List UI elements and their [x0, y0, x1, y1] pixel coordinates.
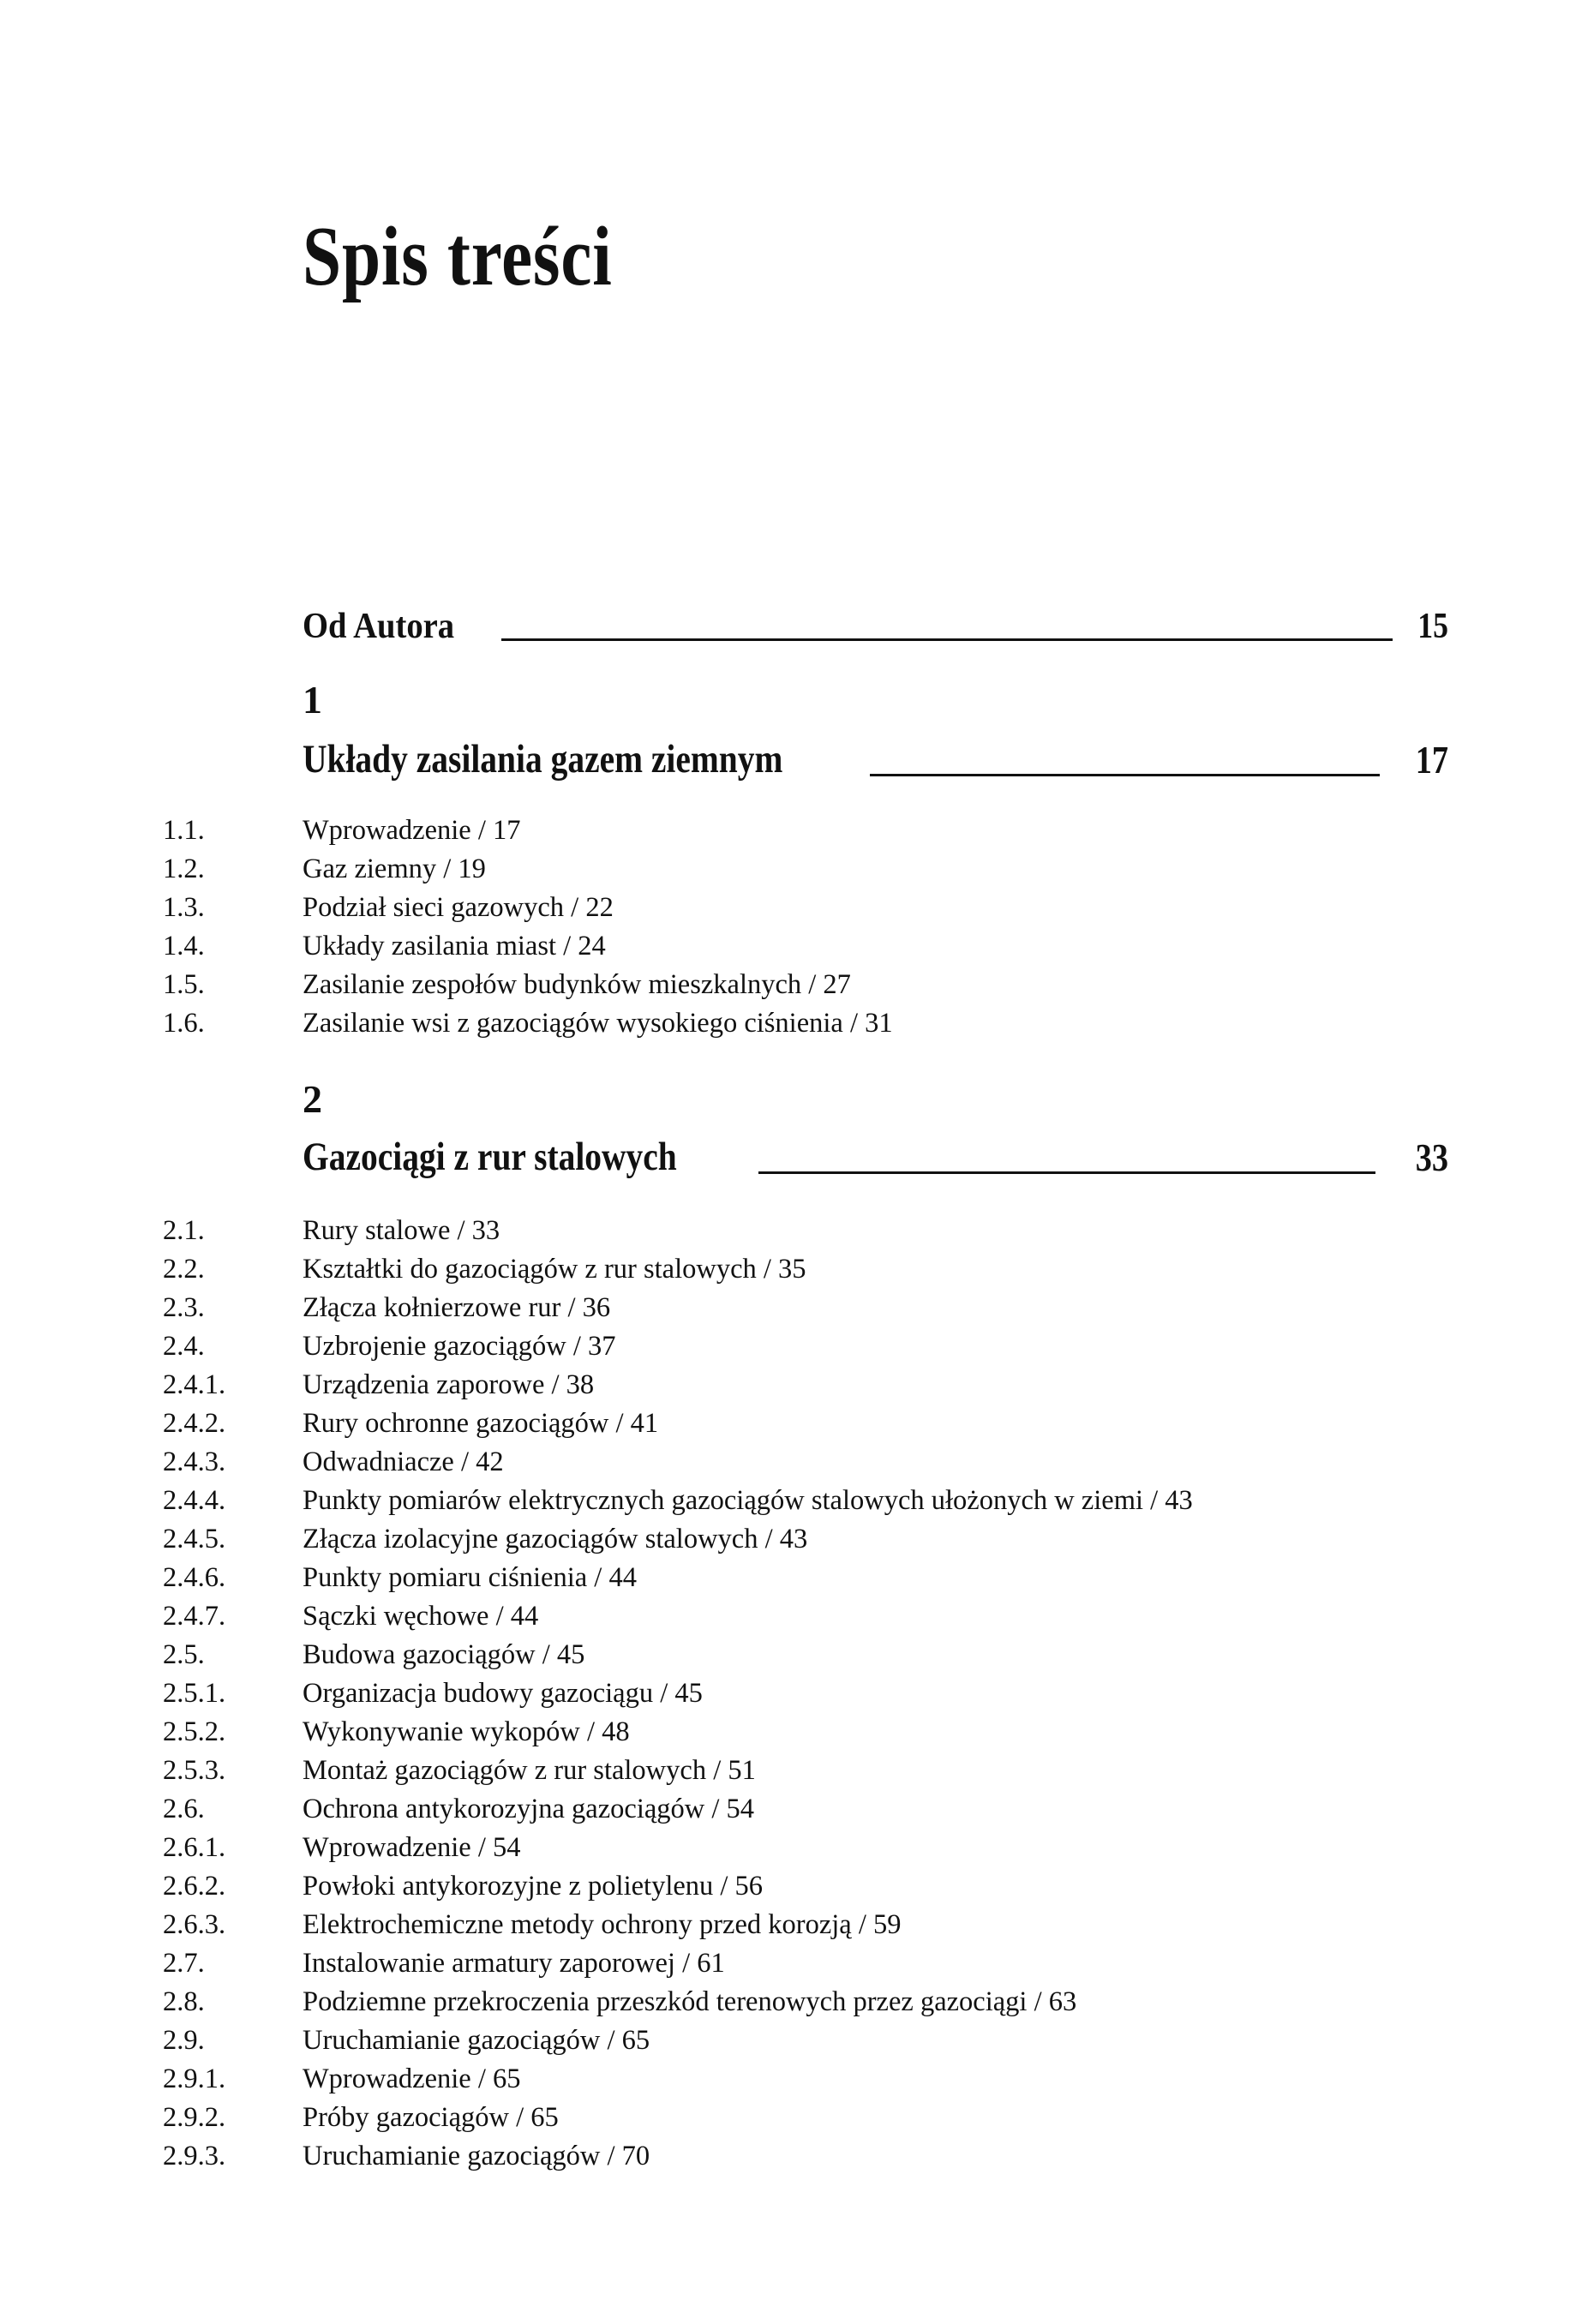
toc-entry-number: 2.4. — [163, 1331, 205, 1362]
toc-entry-number: 2.3. — [163, 1292, 205, 1323]
leader-line — [758, 1171, 1375, 1174]
toc-entry-number: 2.8. — [163, 1986, 205, 2017]
toc-entry[interactable] — [0, 1289, 1570, 1327]
toc-entry-number: 2.1. — [163, 1215, 205, 1246]
toc-entry-title: Rury stalowe / 33 — [303, 1215, 500, 1246]
toc-entry-number: 2.2. — [163, 1254, 205, 1285]
toc-entry-title: Punkty pomiarów elektrycznych gazociągów stalowych ułożonych w ziemi / 43 — [303, 1485, 1193, 1516]
toc-entry-number: 2.4.7. — [163, 1601, 226, 1632]
toc-heading-title: Gazociągi z rur stalowych — [303, 1135, 677, 1179]
toc-entry-number: 2.6.3. — [163, 1909, 226, 1940]
toc-entry[interactable] — [0, 1906, 1570, 1944]
toc-entry-title: Urządzenia zaporowe / 38 — [303, 1369, 595, 1400]
toc-entry[interactable] — [0, 1482, 1570, 1519]
toc-entry-title: Zasilanie zespołów budynków mieszkalnych / 27 — [303, 969, 851, 1000]
toc-entry-number: 2.4.3. — [163, 1447, 226, 1477]
toc-entry-title: Elektrochemiczne metody ochrony przed korozją / 59 — [303, 1909, 902, 1940]
toc-entry-number: 2.5. — [163, 1639, 205, 1670]
toc-entry-number: 1.4. — [163, 931, 205, 961]
toc-entry[interactable] — [0, 1790, 1570, 1828]
toc-entry-title: Podziemne przekroczenia przeszkód terenowych przez gazociągi / 63 — [303, 1986, 1077, 2017]
toc-entry-number: 2.6.2. — [163, 1871, 226, 1902]
toc-entry[interactable] — [0, 1597, 1570, 1635]
toc-entry[interactable] — [0, 1250, 1570, 1288]
toc-entry[interactable] — [0, 1366, 1570, 1404]
toc-entry-number: 2.9.3. — [163, 2141, 226, 2171]
page-title: Spis treści — [303, 210, 613, 303]
toc-entry-number: 2.5.3. — [163, 1755, 226, 1786]
toc-entry-title: Wprowadzenie / 17 — [303, 815, 521, 846]
toc-entry[interactable] — [0, 1944, 1570, 1982]
toc-entry[interactable] — [0, 1212, 1570, 1249]
toc-entry-number: 1.3. — [163, 892, 205, 923]
toc-entry[interactable] — [0, 1713, 1570, 1751]
toc-entry-title: Instalowanie armatury zaporowej / 61 — [303, 1948, 725, 1979]
leader-line — [870, 774, 1380, 776]
toc-entry-title: Punkty pomiaru ciśnienia / 44 — [303, 1562, 637, 1593]
toc-entry-number: 2.4.5. — [163, 1524, 226, 1554]
toc-entry-title: Odwadniacze / 42 — [303, 1447, 504, 1477]
toc-heading-page: 15 — [1417, 607, 1448, 646]
toc-entry-title: Powłoki antykorozyjne z polietylenu / 56 — [303, 1871, 764, 1902]
toc-entry-number: 2.5.1. — [163, 1678, 226, 1709]
chapter-number: 1 — [303, 678, 322, 722]
toc-entry[interactable] — [0, 2099, 1570, 2136]
toc-entry-number: 1.5. — [163, 969, 205, 1000]
toc-entry[interactable] — [0, 927, 1570, 965]
toc-entry-title: Próby gazociągów / 65 — [303, 2102, 559, 2133]
toc-entry[interactable] — [0, 1443, 1570, 1481]
toc-entry-number: 2.9.1. — [163, 2063, 226, 2094]
toc-entry-title: Układy zasilania miast / 24 — [303, 931, 606, 961]
toc-heading-chapter-2[interactable] — [303, 1129, 1448, 1177]
toc-entry-title: Podział sieci gazowych / 22 — [303, 892, 614, 923]
toc-entry-number: 2.7. — [163, 1948, 205, 1979]
toc-entry-number: 2.4.4. — [163, 1485, 226, 1516]
toc-entry-title: Ochrona antykorozyjna gazociągów / 54 — [303, 1794, 755, 1824]
toc-entry-title: Zasilanie wsi z gazociągów wysokiego ciśnienia / 31 — [303, 1008, 893, 1039]
toc-heading-od-autora[interactable] — [303, 596, 1448, 644]
toc-entry[interactable] — [0, 1405, 1570, 1442]
toc-entry[interactable] — [0, 812, 1570, 849]
toc-entry-title: Złącza izolacyjne gazociągów stalowych / 43 — [303, 1524, 808, 1554]
toc-entry[interactable] — [0, 1752, 1570, 1789]
toc-entry[interactable] — [0, 1520, 1570, 1558]
toc-entry-number: 1.2. — [163, 854, 205, 884]
toc-entry[interactable] — [0, 850, 1570, 888]
toc-entry-number: 2.4.2. — [163, 1408, 226, 1439]
toc-entry-title: Rury ochronne gazociągów / 41 — [303, 1408, 659, 1439]
toc-heading-page: 33 — [1415, 1136, 1448, 1179]
toc-entry-number: 2.9.2. — [163, 2102, 226, 2133]
toc-entry[interactable] — [0, 2060, 1570, 2098]
leader-line — [501, 638, 1393, 641]
toc-heading-title: Od Autora — [303, 607, 455, 646]
toc-entry-title: Gaz ziemny / 19 — [303, 854, 486, 884]
toc-entry[interactable] — [0, 1674, 1570, 1712]
toc-heading-chapter-1[interactable] — [303, 732, 1448, 780]
toc-entry[interactable] — [0, 1004, 1570, 1042]
toc-entry[interactable] — [0, 966, 1570, 1003]
toc-entry-number: 2.4.1. — [163, 1369, 226, 1400]
toc-entry[interactable] — [0, 1327, 1570, 1365]
toc-entry-title: Sączki węchowe / 44 — [303, 1601, 539, 1632]
toc-entry-title: Wykonywanie wykopów / 48 — [303, 1716, 630, 1747]
toc-entry[interactable] — [0, 1983, 1570, 2021]
toc-entry[interactable] — [0, 1559, 1570, 1596]
toc-entry-title: Organizacja budowy gazociągu / 45 — [303, 1678, 703, 1709]
toc-entry[interactable] — [0, 1636, 1570, 1674]
toc-entry-number: 1.1. — [163, 815, 205, 846]
toc-entry-number: 2.9. — [163, 2025, 205, 2056]
toc-heading-page: 17 — [1415, 739, 1448, 782]
toc-entry-title: Uruchamianie gazociągów / 65 — [303, 2025, 650, 2056]
toc-entry-title: Budowa gazociągów / 45 — [303, 1639, 585, 1670]
toc-entry-number: 2.6.1. — [163, 1832, 226, 1863]
toc-entry[interactable] — [0, 2137, 1570, 2175]
toc-entry[interactable] — [0, 1867, 1570, 1905]
toc-heading-title: Układy zasilania gazem ziemnym — [303, 737, 783, 782]
toc-entry-number: 2.6. — [163, 1794, 205, 1824]
toc-entry[interactable] — [0, 1829, 1570, 1866]
toc-entry-number: 1.6. — [163, 1008, 205, 1039]
toc-entry-number: 2.5.2. — [163, 1716, 226, 1747]
toc-entry-title: Kształtki do gazociągów z rur stalowych / 35 — [303, 1254, 806, 1285]
toc-entry-number: 2.4.6. — [163, 1562, 226, 1593]
toc-entry[interactable] — [0, 889, 1570, 926]
toc-entry-title: Wprowadzenie / 54 — [303, 1832, 521, 1863]
toc-entry-title: Wprowadzenie / 65 — [303, 2063, 521, 2094]
toc-entry-title: Złącza kołnierzowe rur / 36 — [303, 1292, 611, 1323]
toc-entry-title: Uzbrojenie gazociągów / 37 — [303, 1331, 616, 1362]
toc-entry[interactable] — [0, 2022, 1570, 2059]
toc-entry-title: Uruchamianie gazociągów / 70 — [303, 2141, 650, 2171]
toc-entry-title: Montaż gazociągów z rur stalowych / 51 — [303, 1755, 756, 1786]
chapter-number: 2 — [303, 1077, 322, 1121]
